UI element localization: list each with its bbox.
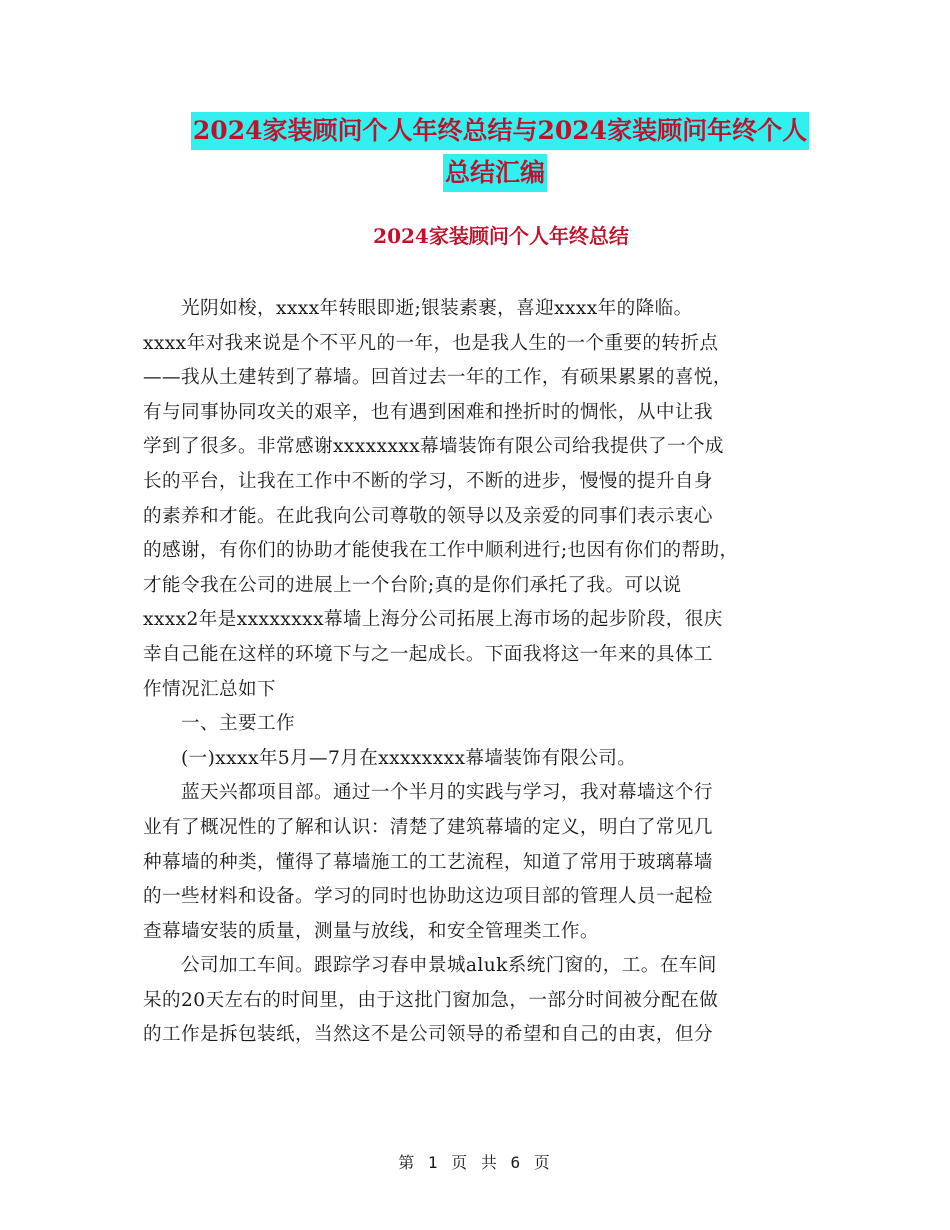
text-line: xxxx2年是xxxxxxxx幕墙上海分公司拓展上海市场的起步阶段，很庆 [143,609,723,631]
text-line: 呆的20天左右的时间里，由于这批门窗加急，一部分时间被分配在做 [143,989,719,1011]
text-line: 的一些材料和设备。学习的同时也协助这边项目部的管理人员一起检 [143,886,713,908]
title-line-1: 2024家装顾问个人年终总结与2024家装顾问年终个人 [191,112,809,150]
text-line: 幸自己能在这样的环境下与之一起成长。下面我将这一年来的具体工 [143,643,713,665]
text-line: 作情况汇总如下 [143,678,276,700]
text-line: ——我从土建转到了幕墙。回首过去一年的工作，有硕果累累的喜悦， [143,367,732,389]
title-line-2: 总结汇编 [443,154,547,192]
body-text [143,292,813,1053]
text-line: 学到了很多。非常感谢xxxxxxxx幕墙装饰有限公司给我提供了一个成 [143,436,724,458]
text-line: (一)xxxx年5月—7月在xxxxxxxx幕墙装饰有限公司。 [143,747,637,769]
text-line: 的素养和才能。在此我向公司尊敬的领导以及亲爱的同事们表示衷心 [143,505,713,527]
text-line: 业有了概况性的了解和认识：清楚了建筑幕墙的定义，明白了常见几 [143,816,713,838]
page-footer: 第 1 页 共 6 页 [398,1153,552,1172]
section-heading: 2024家装顾问个人年终总结 [373,224,629,248]
text-line: 查幕墙安装的质量，测量与放线，和安全管理类工作。 [143,920,599,942]
document-title [0,112,950,192]
text-line: 才能令我在公司的进展上一个台阶;真的是你们承托了我。可以说 [143,574,682,596]
text-line: 的工作是拆包装纸，当然这不是公司领导的希望和自己的由衷，但分 [143,1024,713,1046]
text-line: xxxx年对我来说是个不平凡的一年，也是我人生的一个重要的转折点 [143,332,719,354]
text-line: 蓝天兴都项目部。通过一个半月的实践与学习，我对幕墙这个行 [143,782,713,804]
text-line: 长的平台，让我在工作中不断的学习，不断的进步，慢慢的提升自身 [143,470,713,492]
text-line: 公司加工车间。跟踪学习春申景城aluk系统门窗的，工。在车间 [143,955,717,977]
text-line: 有与同事协同攻关的艰辛，也有遇到困难和挫折时的惆怅，从中让我 [143,401,713,423]
text-line: 光阴如梭，xxxx年转眼即逝;银装素裹，喜迎xxxx年的降临。 [143,298,693,319]
text-line: 的感谢，有你们的协助才能使我在工作中顺利进行;也因有你们的帮助， [143,540,739,562]
text-line: 一、主要工作 [143,713,295,735]
text-line: 种幕墙的种类，懂得了幕墙施工的工艺流程，知道了常用于玻璃幕墙 [143,851,713,873]
